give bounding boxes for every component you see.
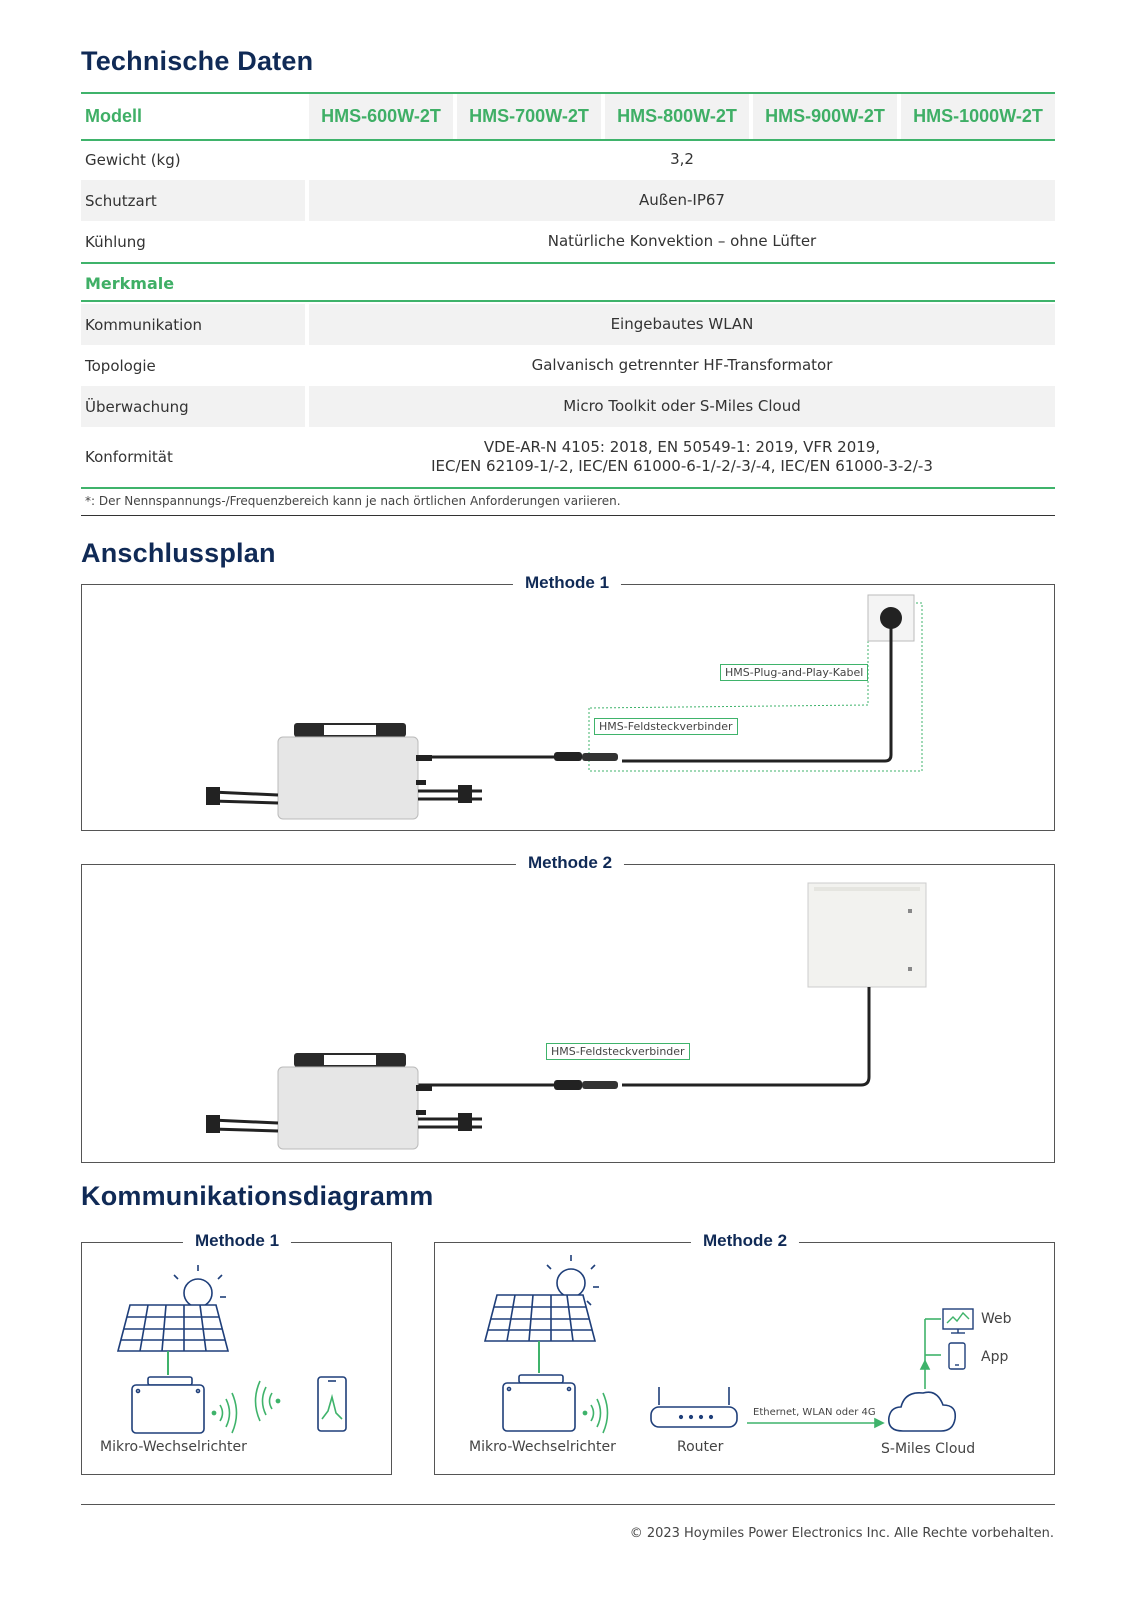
table-row — [81, 304, 1055, 345]
wifi-signal-icon — [583, 1393, 607, 1433]
row-value: Natürliche Konvektion – ohne Lüfter — [547, 232, 817, 250]
comm-method2-frame — [434, 1231, 1055, 1475]
solar-panel-icon — [485, 1295, 595, 1341]
table-row — [81, 139, 1055, 180]
solar-panel-icon — [118, 1305, 228, 1351]
row-label: Konformität — [85, 448, 173, 466]
row-label: Überwachung — [81, 386, 305, 427]
heading-kommunikationsdiagramm: Kommunikationsdiagramm — [81, 1181, 434, 1211]
conformity-line-2: IEC/EN 62109-1/-2, IEC/EN 61000-6-1/-2/-3/-4, IEC/EN 61000-3-2/-3 — [431, 457, 933, 475]
table-row — [81, 386, 1055, 427]
arrow-right-icon — [747, 1419, 883, 1427]
label-connection: Ethernet, WLAN oder 4G — [753, 1407, 876, 1418]
comm-method1-title: Methode 1 — [183, 1231, 291, 1251]
model-label: Modell — [85, 106, 142, 126]
model-cell: HMS-700W-2T — [457, 94, 601, 139]
comm-method1-frame — [81, 1231, 392, 1475]
row-value: Micro Toolkit oder S-Miles Cloud — [309, 386, 1055, 427]
label-web: Web — [981, 1311, 1012, 1327]
app-phone-icon — [949, 1343, 965, 1369]
callout-field-connector: HMS-Feldsteckverbinder — [546, 1043, 690, 1060]
plan-method2-title: Methode 2 — [516, 853, 624, 873]
model-cell: HMS-1000W-2T — [901, 94, 1055, 139]
label-micro-inverter: Mikro-Wechselrichter — [469, 1439, 616, 1455]
conformity-line-1: VDE-AR-N 4105: 2018, EN 50549-1: 2019, VFR 2019, — [483, 438, 881, 456]
row-label: Gewicht (kg) — [85, 150, 181, 169]
table-row — [81, 180, 1055, 221]
plan-method2-frame — [81, 853, 1055, 1163]
heading-technische-daten: Technische Daten — [81, 46, 314, 76]
row-value: 3,2 — [670, 150, 694, 168]
row-label: Kühlung — [85, 232, 146, 251]
label-app: App — [981, 1349, 1009, 1365]
table-row — [81, 427, 1055, 487]
model-cell: HMS-800W-2T — [605, 94, 749, 139]
plan-method1-frame — [81, 573, 1055, 831]
label-micro-inverter: Mikro-Wechselrichter — [100, 1439, 247, 1455]
plan-method1-title: Methode 1 — [513, 573, 621, 593]
section-merkmale: Merkmale — [81, 262, 1055, 302]
arrow-up-icon — [921, 1319, 941, 1389]
table-header-row — [81, 92, 1055, 141]
row-value: Galvanisch getrennter HF-Transformator — [531, 356, 833, 374]
callout-field-connector: HMS-Feldsteckverbinder — [594, 718, 738, 735]
model-cell: HMS-900W-2T — [753, 94, 897, 139]
footer-rule — [81, 1504, 1055, 1505]
row-value — [309, 427, 1055, 487]
web-monitor-icon — [943, 1309, 973, 1333]
comm-method2-title: Methode 2 — [691, 1231, 799, 1251]
heading-anschlussplan: Anschlussplan — [81, 538, 276, 568]
table-row — [81, 221, 1055, 262]
wifi-signal-icon — [212, 1381, 279, 1433]
phone-icon — [318, 1377, 346, 1431]
callout-plug-and-play-cable: HMS-Plug-and-Play-Kabel — [720, 664, 868, 681]
table-row — [81, 345, 1055, 386]
row-value: Eingebautes WLAN — [309, 304, 1055, 345]
router-icon — [651, 1387, 737, 1427]
row-label: Kommunikation — [81, 304, 305, 345]
copyright: © 2023 Hoymiles Power Electronics Inc. Alle Rechte vorbehalten. — [629, 1526, 1054, 1541]
model-cell: HMS-600W-2T — [309, 94, 453, 139]
cloud-icon — [889, 1392, 955, 1431]
table-bottom-rule — [81, 515, 1055, 516]
label-router: Router — [677, 1439, 724, 1455]
row-label: Schutzart — [81, 180, 305, 221]
plan-method2-drawing — [82, 865, 1054, 1162]
row-value: Außen-IP67 — [309, 180, 1055, 221]
footnote: *: Der Nennspannungs-/Frequenzbereich kann je nach örtlichen Anforderungen variieren. — [85, 494, 621, 508]
inverter-icon — [132, 1377, 204, 1433]
table-divider — [81, 487, 1055, 489]
plan-method1-drawing — [82, 585, 1054, 830]
inverter-icon — [503, 1375, 575, 1431]
row-label: Topologie — [85, 356, 156, 375]
label-cloud: S-Miles Cloud — [881, 1441, 976, 1457]
